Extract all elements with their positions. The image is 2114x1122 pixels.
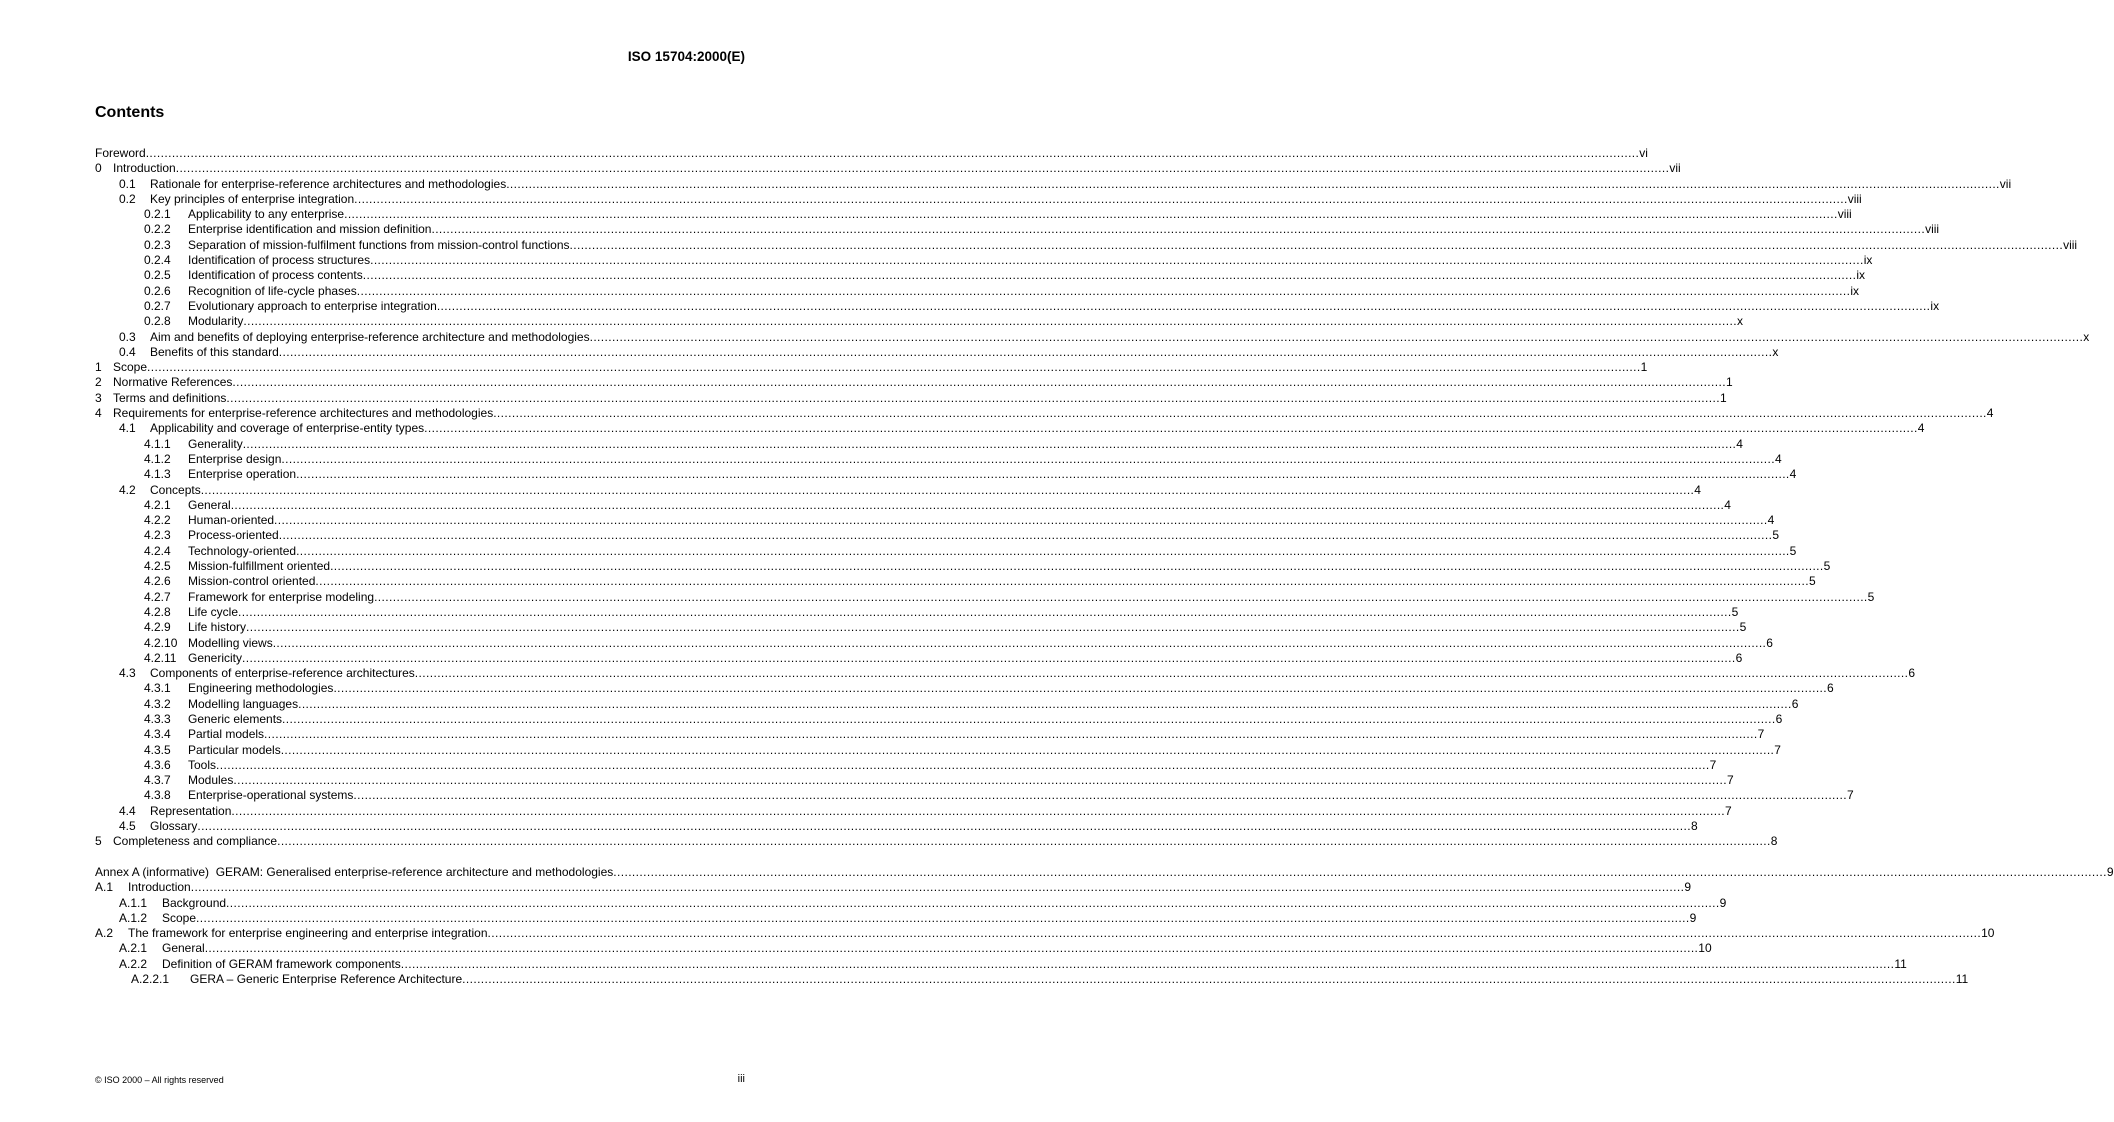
toc-entry[interactable] — [95, 360, 1648, 375]
toc-entry-title: Benefits of this standard — [150, 344, 279, 359]
toc-entry-title: Normative References — [113, 375, 233, 390]
toc-entry-page: 4 — [1694, 482, 1701, 497]
toc-entry[interactable] — [95, 268, 1866, 283]
toc-entry-title: Life history — [188, 620, 247, 635]
toc-entry[interactable] — [95, 834, 1778, 849]
dot-leader: ................................................................................................................................................................................................................................................................................................................................................................................................................ — [278, 528, 1773, 543]
toc-entry-title: General — [162, 941, 205, 956]
toc-entry-number: 4.1.3 — [144, 467, 171, 482]
toc-entry-page: 9 — [2106, 864, 2114, 879]
toc-entry-page: 7 — [1774, 742, 1781, 757]
dot-leader: ................................................................................................................................................................................................................................................................................................................................................................................................................ — [330, 559, 1824, 574]
toc-entry-number: 0.2.5 — [144, 268, 171, 283]
toc-entry-page: 4 — [1724, 497, 1731, 512]
toc-entry-page: 4 — [1736, 436, 1743, 451]
dot-leader: ................................................................................................................................................................................................................................................................................................................................................................................................................ — [232, 375, 1726, 390]
toc-entry[interactable] — [95, 650, 1743, 666]
toc-entry[interactable] — [95, 711, 1783, 727]
toc-entry-page: 9 — [1689, 910, 1697, 925]
toc-entry-number: 4.3.2 — [144, 696, 171, 711]
dot-leader: ................................................................................................................................................................................................................................................................................................................................................................................................................ — [487, 926, 1982, 941]
toc-entry-number: 4.1 — [119, 421, 136, 436]
toc-entry-title: Generality — [188, 436, 243, 451]
toc-entry[interactable] — [95, 757, 1717, 773]
page-title: Contents — [95, 104, 165, 121]
toc-entry[interactable] — [95, 926, 1995, 941]
toc-entry-page: 7 — [1757, 727, 1765, 742]
toc-entry[interactable] — [95, 298, 1940, 314]
toc-entry-number: 4.2.2 — [144, 513, 171, 528]
toc-entry-title: Genericity — [188, 650, 243, 665]
toc-entry-title: Aim and benefits of deploying enterprise-reference architecture and methodologies — [150, 329, 590, 344]
toc-entry[interactable] — [95, 819, 1698, 834]
toc-entry[interactable] — [95, 176, 2012, 192]
toc-entry[interactable] — [95, 222, 1940, 237]
toc-entry-number: 4.1.2 — [144, 451, 171, 466]
toc-entry[interactable] — [95, 604, 1739, 620]
toc-entry-title: Modelling views — [188, 635, 273, 650]
dot-leader: ................................................................................................................................................................................................................................................................................................................................................................................................................ — [282, 711, 1776, 726]
toc-entry-page: 6 — [1827, 681, 1834, 696]
toc-entry-title: Requirements for enterprise-reference architectures and methodologies — [113, 406, 494, 421]
toc-entry-number: 4.3.6 — [144, 757, 171, 772]
toc-entry-page: ix — [1863, 253, 1873, 268]
toc-entry-page: vi — [1639, 146, 1648, 160]
toc-entry[interactable] — [95, 421, 1925, 436]
toc-entry-title: Generic elements — [188, 711, 283, 726]
dot-leader: ................................................................................................................................................................................................................................................................................................................................................................................................................ — [233, 773, 1727, 788]
toc-entry-title: Engineering methodologies — [188, 681, 334, 696]
dot-leader: ................................................................................................................................................................................................................................................................................................................................................................................................................ — [278, 344, 1773, 359]
dot-leader: ................................................................................................................................................................................................................................................................................................................................................................................................................ — [200, 482, 1695, 497]
dot-leader: ................................................................................................................................................................................................................................................................................................................................................................................................................ — [296, 467, 1790, 482]
toc-entry-page: 6 — [1908, 666, 1916, 681]
dot-leader: ................................................................................................................................................................................................................................................................................................................................................................................................................ — [242, 650, 1736, 665]
dot-leader: ................................................................................................................................................................................................................................................................................................................................................................................................................ — [204, 941, 1699, 956]
toc-entry-page: 7 — [1724, 803, 1732, 818]
toc-entry-title: Completeness and compliance — [113, 834, 278, 849]
dot-leader: ................................................................................................................................................................................................................................................................................................................................................................................................................ — [274, 513, 1768, 528]
toc-entry-number: 2 — [95, 375, 102, 390]
toc-entry-number: 4.2.5 — [144, 559, 171, 574]
toc-entry-number: A.1.2 — [119, 910, 148, 925]
toc-entry-title: Modularity — [188, 314, 244, 329]
toc-entry[interactable] — [95, 314, 1743, 329]
toc-entry-page: 4 — [1767, 513, 1775, 528]
toc-entry-title: Glossary — [150, 819, 198, 834]
toc-entry-page: x — [2083, 329, 2090, 344]
dot-leader: ................................................................................................................................................................................................................................................................................................................................................................................................................ — [230, 497, 1725, 512]
toc-entry[interactable] — [95, 329, 2090, 345]
toc-entry-page: 5 — [1867, 589, 1875, 604]
toc-entry[interactable] — [95, 773, 1734, 788]
dot-leader: ................................................................................................................................................................................................................................................................................................................................................................................................................ — [277, 834, 1771, 849]
toc-entry-title: Framework for enterprise modeling — [188, 589, 375, 604]
toc-entry-number: 0 — [95, 161, 102, 176]
toc-entry-number: 4.4 — [119, 803, 136, 818]
toc-entry-page: viii — [1837, 207, 1852, 222]
toc-entry[interactable] — [95, 910, 1697, 926]
dot-leader: ................................................................................................................................................................................................................................................................................................................................................................................................................ — [281, 451, 1775, 466]
toc-entry-title: General — [188, 497, 231, 512]
toc-entry-title: Enterprise operation — [188, 467, 297, 482]
dot-leader: ................................................................................................................................................................................................................................................................................................................................................................................................................ — [242, 436, 1737, 451]
toc-entry-number: 4.2.10 — [144, 635, 178, 650]
toc-entry-number: A.1.1 — [119, 895, 148, 910]
toc-entry-page: 5 — [1808, 574, 1816, 589]
dot-leader: ................................................................................................................................................................................................................................................................................................................................................................................................................ — [226, 390, 1720, 405]
toc-entry-number: 4 — [95, 406, 102, 421]
toc-entry-title: Technology-oriented — [188, 543, 297, 558]
toc-entry[interactable] — [95, 436, 1743, 452]
dot-leader: ................................................................................................................................................................................................................................................................................................................................................................................................................ — [462, 972, 1956, 987]
toc-entry-page: 5 — [1739, 620, 1747, 635]
toc-entry[interactable] — [95, 803, 1732, 819]
toc-entry-number: 4.3 — [119, 666, 136, 681]
dot-leader: ................................................................................................................................................................................................................................................................................................................................................................................................................ — [431, 222, 1926, 237]
toc-entry-page: ix — [1850, 283, 1860, 298]
toc-entry-page: viii — [1925, 222, 1940, 237]
toc-entry[interactable] — [95, 574, 1816, 589]
toc-entry-title: Identification of process contents — [188, 268, 363, 283]
toc-entry-number: A.2.2.1 — [131, 972, 170, 987]
toc-entry-number: 3 — [95, 390, 102, 405]
toc-entry-title: Applicability and coverage of enterprise-entity types — [150, 421, 425, 436]
toc-entry-number: 4.2.1 — [144, 497, 171, 512]
toc-entry[interactable] — [95, 513, 1775, 528]
toc-entry-title: Scope — [113, 360, 148, 375]
toc-entry[interactable] — [95, 620, 1747, 635]
dot-leader: ................................................................................................................................................................................................................................................................................................................................................................................................................ — [374, 589, 1868, 604]
toc-entry-page: 6 — [1775, 711, 1783, 726]
toc-entry[interactable] — [95, 727, 1765, 742]
dot-leader: ................................................................................................................................................................................................................................................................................................................................................................................................................ — [196, 910, 1690, 925]
toc-entry[interactable] — [95, 972, 1969, 987]
dot-leader: ................................................................................................................................................................................................................................................................................................................................................................................................................ — [231, 803, 1725, 818]
toc-entry-number: 4.2.4 — [144, 543, 171, 558]
toc-entry-number: A.2 — [95, 926, 114, 941]
toc-entry-number: 0.2 — [119, 191, 136, 206]
dot-leader: ................................................................................................................................................................................................................................................................................................................................................................................................................ — [264, 727, 1758, 742]
toc-entry-page: 8 — [1770, 834, 1778, 849]
dot-leader: ................................................................................................................................................................................................................................................................................................................................................................................................................ — [226, 895, 1720, 910]
toc-entry-page: 8 — [1690, 819, 1698, 834]
toc-entry-title: Terms and definitions — [113, 390, 227, 405]
toc-entry-page: 5 — [1731, 604, 1739, 619]
toc-entry-title: Foreword — [95, 146, 146, 160]
toc-entry-number: 4.1.1 — [144, 436, 171, 451]
dot-leader: ................................................................................................................................................................................................................................................................................................................................................................................................................ — [613, 864, 2107, 879]
dot-leader: ................................................................................................................................................................................................................................................................................................................................................................................................................ — [589, 329, 2084, 344]
dot-leader: ................................................................................................................................................................................................................................................................................................................................................................................................................ — [145, 146, 1640, 160]
toc-entry-title: Process-oriented — [188, 528, 279, 543]
dot-leader: ................................................................................................................................................................................................................................................................................................................................................................................................................ — [354, 191, 1848, 206]
toc-entry-page: 4 — [1917, 421, 1925, 436]
dot-leader: ................................................................................................................................................................................................................................................................................................................................................................................................................ — [436, 298, 1931, 313]
toc-entry-page: viii — [2063, 237, 2078, 252]
toc-entry[interactable] — [95, 681, 1834, 696]
toc-entry-title: Tools — [188, 757, 217, 772]
toc-entry-number: 0.2.7 — [144, 298, 171, 313]
toc-entry-page: 4 — [1774, 451, 1782, 466]
toc-entry[interactable] — [95, 941, 1712, 956]
toc-entry-number: 4.2.9 — [144, 620, 171, 635]
toc-entry-page: 11 — [1894, 956, 1907, 971]
toc-entry-title: Concepts — [150, 482, 201, 497]
toc-entry-number: 0.2.2 — [144, 222, 171, 237]
toc-entry[interactable] — [95, 696, 1799, 712]
toc-entry-number: 0.2.1 — [144, 207, 171, 222]
toc-entry[interactable] — [95, 375, 1733, 390]
toc-entry[interactable] — [95, 895, 1727, 911]
toc-entry[interactable] — [95, 864, 2114, 880]
toc-entry[interactable] — [95, 956, 1907, 972]
dot-leader: ................................................................................................................................................................................................................................................................................................................................................................................................................ — [243, 314, 1737, 329]
toc-entry-title: Representation — [150, 803, 232, 818]
toc-entry-title: Applicability to any enterprise — [188, 207, 345, 222]
toc-entry-page: x — [1772, 344, 1779, 359]
dot-leader: ................................................................................................................................................................................................................................................................................................................................................................................................................ — [280, 742, 1775, 757]
toc-entry[interactable] — [95, 451, 1782, 467]
toc-entry-number: 4.2.3 — [144, 528, 171, 543]
toc-entry-page: 1 — [1719, 390, 1727, 405]
dot-leader: ................................................................................................................................................................................................................................................................................................................................................................................................................ — [370, 253, 1864, 268]
toc-entry[interactable] — [95, 253, 1873, 268]
toc-entry[interactable] — [95, 283, 1860, 299]
toc-entry[interactable] — [95, 344, 1779, 360]
toc-entry-page: 5 — [1772, 528, 1779, 543]
toc-entry[interactable] — [95, 146, 1648, 161]
toc-entry-number: 4.3.8 — [144, 788, 171, 803]
toc-entry-title: Modelling languages — [188, 696, 299, 711]
toc-entry-title: Annex A (informative) GERAM: Generalised enterprise-reference architecture and methodologies — [95, 864, 614, 879]
toc-entry-number: 0.4 — [119, 344, 136, 359]
toc-entry-title: Scope — [162, 910, 197, 925]
copyright-notice: © ISO 2000 – All rights reserved — [95, 1075, 224, 1085]
toc-entry-number: 0.3 — [119, 329, 136, 344]
toc-entry-number: 4.2.11 — [144, 650, 177, 665]
dot-leader: ................................................................................................................................................................................................................................................................................................................................................................................................................ — [197, 819, 1691, 834]
dot-leader: ................................................................................................................................................................................................................................................................................................................................................................................................................ — [238, 604, 1732, 619]
toc-entry-page: 9 — [1684, 880, 1691, 895]
toc-entry-title: Partial models — [188, 727, 265, 742]
toc-entry-number: 0.2.4 — [144, 253, 171, 268]
toc-entry-title: Enterprise-operational systems — [188, 788, 354, 803]
toc-entry-page: 9 — [1719, 895, 1727, 910]
toc-entry-title: Rationale for enterprise-reference architectures and methodologies — [150, 176, 507, 191]
toc-entry-number: 4.3.4 — [144, 727, 171, 742]
toc-entry[interactable] — [95, 635, 1773, 651]
toc-entry-page: 10 — [1698, 941, 1712, 956]
dot-leader: ................................................................................................................................................................................................................................................................................................................................................................................................................ — [175, 161, 1670, 176]
toc-entry-page: vii — [1669, 161, 1681, 176]
toc-entry-page: vii — [1999, 176, 2012, 191]
toc-entry-page: 5 — [1823, 559, 1831, 574]
toc-entry-title: Key principles of enterprise integration — [150, 191, 355, 206]
toc-entry-page: 10 — [1981, 926, 1995, 941]
toc-entry-title: Mission-control oriented — [188, 574, 316, 589]
dot-leader: ................................................................................................................................................................................................................................................................................................................................................................................................................ — [569, 237, 2064, 252]
toc-entry-number: 4.2.6 — [144, 574, 171, 589]
toc-entry-title: GERA – Generic Enterprise Reference Architecture — [190, 972, 463, 987]
toc-entry-page: 6 — [1766, 635, 1773, 650]
toc-entry-title: Mission-fulfillment oriented — [188, 559, 331, 574]
dot-leader: ................................................................................................................................................................................................................................................................................................................................................................................................................ — [296, 543, 1790, 558]
toc-entry-title: Definition of GERAM framework components — [162, 956, 401, 971]
dot-leader: ................................................................................................................................................................................................................................................................................................................................................................................................................ — [147, 360, 1641, 375]
dot-leader: ................................................................................................................................................................................................................................................................................................................................................................................................................ — [414, 666, 1909, 681]
toc-entry-page: ix — [1856, 268, 1866, 283]
toc-entry-number: A.1 — [95, 880, 114, 895]
toc-entry-page: 5 — [1789, 543, 1797, 558]
toc-entry-page: 11 — [1955, 972, 1969, 987]
toc-entry-number: 0.2.8 — [144, 314, 171, 329]
toc-entry[interactable] — [95, 880, 1691, 895]
toc-entry[interactable] — [95, 559, 1831, 574]
dot-leader: ................................................................................................................................................................................................................................................................................................................................................................................................................ — [315, 574, 1809, 589]
toc-entry-number: 1 — [95, 360, 102, 375]
dot-leader: ................................................................................................................................................................................................................................................................................................................................................................................................................ — [424, 421, 1918, 436]
dot-leader: ................................................................................................................................................................................................................................................................................................................................................................................................................ — [400, 956, 1895, 971]
toc-entry-title: The framework for enterprise engineering and enterprise integration — [128, 926, 488, 941]
toc-entry-number: 5 — [95, 834, 102, 849]
toc-entry[interactable] — [95, 528, 1779, 543]
dot-leader: ................................................................................................................................................................................................................................................................................................................................................................................................................ — [298, 696, 1792, 711]
dot-leader: ................................................................................................................................................................................................................................................................................................................................................................................................................ — [344, 207, 1838, 222]
toc-entry[interactable] — [95, 237, 2078, 253]
dot-leader: ................................................................................................................................................................................................................................................................................................................................................................................................................ — [356, 283, 1851, 298]
toc-entry-number: 4.2.8 — [144, 604, 171, 619]
toc-entry-title: Introduction — [128, 880, 191, 895]
toc-entry-title: Background — [162, 895, 227, 910]
toc-entry-number: 4.2.7 — [144, 589, 171, 604]
toc-entry-title: Components of enterprise-reference architectures — [150, 666, 415, 681]
toc-entry-page: 1 — [1640, 360, 1648, 375]
toc-entry-number: 0.2.3 — [144, 237, 171, 252]
document-id: ISO 15704:2000(E) — [627, 49, 745, 64]
toc-entry-number: 4.3.7 — [144, 773, 171, 788]
toc-entry-page: 1 — [1725, 375, 1733, 390]
dot-leader: ................................................................................................................................................................................................................................................................................................................................................................................................................ — [362, 268, 1857, 283]
toc-entry-title: Particular models — [188, 742, 281, 757]
toc-entry[interactable] — [95, 589, 1875, 605]
toc-entry-number: 4.2 — [119, 482, 136, 497]
toc-entry-number: 4.3.3 — [144, 711, 171, 726]
toc-entry-title: Enterprise identification and mission definition — [188, 222, 432, 237]
toc-entry-title: Life cycle — [188, 604, 239, 619]
dot-leader: ................................................................................................................................................................................................................................................................................................................................................................................................................ — [190, 880, 1685, 895]
toc-entry-page: 7 — [1726, 773, 1734, 788]
toc-entry[interactable] — [95, 788, 1854, 803]
dot-leader: ................................................................................................................................................................................................................................................................................................................................................................................................................ — [353, 788, 1847, 803]
toc-entry-page: viii — [1847, 191, 1862, 206]
toc-entry-page: 4 — [1986, 406, 1994, 421]
toc-entry[interactable] — [95, 482, 1701, 498]
dot-leader: ................................................................................................................................................................................................................................................................................................................................................................................................................ — [272, 635, 1767, 650]
toc-entry[interactable] — [95, 666, 1916, 681]
table-of-contents — [95, 146, 2114, 987]
toc-entry-number: 0.1 — [119, 176, 136, 191]
toc-entry-page: 6 — [1791, 696, 1799, 711]
toc-entry-page: 6 — [1735, 650, 1743, 665]
toc-entry[interactable] — [95, 191, 1862, 207]
toc-entry-title: Introduction — [113, 161, 176, 176]
dot-leader: ................................................................................................................................................................................................................................................................................................................................................................................................................ — [333, 681, 1828, 696]
toc-entry-title: Separation of mission-fulfilment functions from mission-control functions — [188, 237, 570, 252]
toc-entry-title: Human-oriented — [188, 513, 275, 528]
dot-leader: ................................................................................................................................................................................................................................................................................................................................................................................................................ — [246, 620, 1740, 635]
toc-entry-title: Identification of process structures — [188, 253, 371, 268]
toc-entry[interactable] — [95, 742, 1781, 758]
dot-leader: ................................................................................................................................................................................................................................................................................................................................................................................................................ — [506, 176, 2000, 191]
toc-entry[interactable] — [95, 497, 1731, 513]
toc-entry-title: Recognition of life-cycle phases — [188, 283, 357, 298]
page-number: iii — [737, 1073, 745, 1085]
toc-entry-page: ix — [1930, 298, 1940, 313]
dot-leader: ................................................................................................................................................................................................................................................................................................................................................................................................................ — [216, 757, 1710, 772]
toc-entry-page: x — [1736, 314, 1743, 329]
toc-entry-page: 4 — [1789, 467, 1797, 482]
toc-entry-number: 4.3.5 — [144, 742, 171, 757]
spacer — [95, 850, 695, 865]
toc-entry-title: Evolutionary approach to enterprise integration — [188, 298, 437, 313]
toc-entry-number: 0.2.6 — [144, 283, 171, 298]
toc-entry[interactable] — [95, 161, 1681, 176]
toc-entry-number: 4.3.1 — [144, 681, 171, 696]
toc-entry-page: 7 — [1847, 788, 1854, 803]
toc-entry-number: 4.5 — [119, 819, 136, 834]
toc-entry-number: A.2.1 — [119, 941, 148, 956]
toc-entry[interactable] — [95, 406, 1994, 421]
toc-entry[interactable] — [95, 467, 1797, 482]
toc-entry-title: Enterprise design — [188, 451, 282, 466]
toc-entry[interactable] — [95, 390, 1727, 406]
dot-leader: ................................................................................................................................................................................................................................................................................................................................................................................................................ — [493, 406, 1987, 421]
toc-entry-number: A.2.2 — [119, 956, 148, 971]
toc-entry-page: 7 — [1709, 757, 1717, 772]
toc-entry[interactable] — [95, 207, 1852, 222]
toc-entry-title: Modules — [188, 773, 234, 788]
toc-entry[interactable] — [95, 543, 1797, 559]
